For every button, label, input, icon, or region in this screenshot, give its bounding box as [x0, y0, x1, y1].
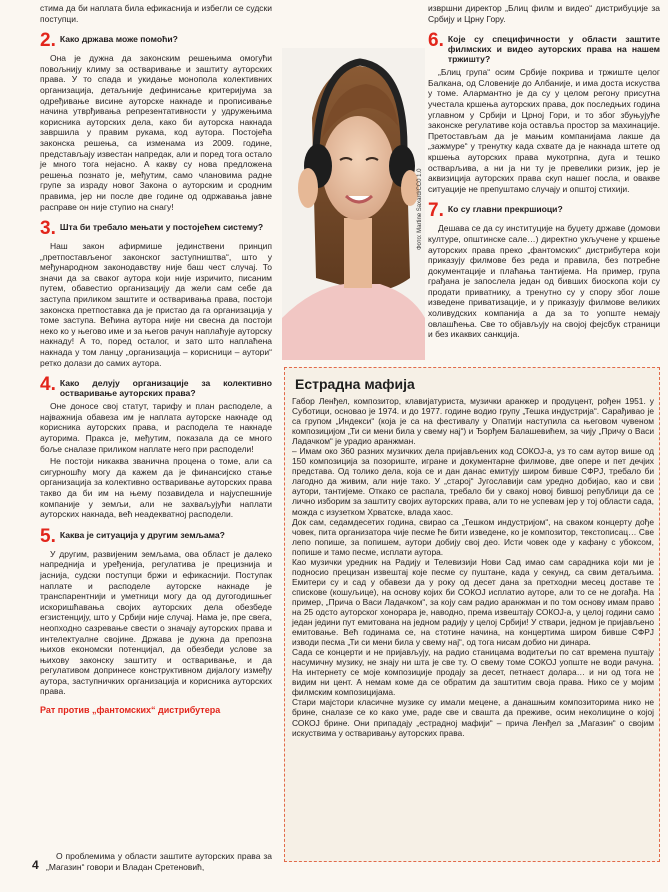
- box-paragraph: Габор Ленђел, композитор, клавијатуриста, музички аранжер и продуцент, рођен 1951. у Суботици, основао је 1974. и до 1977. године водио групу „Тешка индустрија“. Сарађивао је са групом „Индекси“ (која је са на фестивалу у Опатији наступила са његовом чувеном композицијом „Ти си мени била у свему нај“) и Ђорђем Балашевићем, за чију „Причу о Васи Ладачком“ је урадио аранжман.: [292, 396, 654, 447]
- question-6: [428, 32, 660, 64]
- right-intro: извршни директор „Блиц филм и видео“ дистрибуције за Србију и Црну Гору.: [428, 3, 660, 24]
- question-title: Каква је ситуација у другим земљама?: [59, 529, 225, 540]
- question-5: [40, 525, 272, 547]
- question-title: Шта би требало мењати у постојећем систему?: [59, 222, 264, 233]
- woman-headphones-photo: [282, 48, 425, 360]
- box-paragraph: Стари мајстори класичне музике су имали меценe, а данашњим композиторима нико не брине, сналазе се ко како уме, раде све и свашта да преживе, осим неколицине о којој СОКОЈ брине. Они припадају „естрадној мафији“ – прича Ленђел за „Магазин“ о својим искуствима у остваривању ауторских права.: [292, 697, 654, 738]
- answer-5: У другим, развијеним земљама, ова област је далеко напреднија и уређенија, регулатива је прецизнија и јаснија, судски поступци бржи и ефикаснији. Поступак наплате и расподеле ауторске накнаде је транспарентнији и уметници могу да од дугогодишњег искоришћавања својих ауторских дела обезбеде егзистенцију, што у Србији није случај. Нама је, пре свега, неопходно сазревање свести о значају ауторских права и интелектуалне својине. Држава је дужна да препозна њихов економски потенцијал, да обезбеди услове за њихову законску заштиту и остваривање, и да регулативом допринесе конструктивном дијалогу између аутора, заступничких организација и корисника ауторских права.: [40, 548, 272, 697]
- question-number: 6.: [428, 30, 444, 52]
- answer-7: Дешава се да су институције на буџету државе (домови културе, општинске сале…) директно укључене у кршење ауторских права преко „фантомских“ дистрибутера који приказују филмове без реда и правила, без потребне документације и плаћања тантијема. На пример, група грађана је запослела један од бивших биоскопа који су продати приватнику, а тренутно су у спору због лоше изведене приватизације, и у приказују филмове великих холивудских компанија а да за то уопште немају овлашћења. Све то објављују на својој фејсбук страници и без икаквих санкција.: [428, 223, 660, 340]
- question-7: [428, 202, 660, 220]
- left-intro: стима да би наплата била ефикаснија и избегли се судски поступци.: [40, 3, 272, 24]
- question-number: 5.: [40, 525, 56, 547]
- question-3: [40, 220, 272, 238]
- answer-4-p2: Не постоји никаква званична процена о томе, али са сигурношћу могу да кажем да је финансијско стање организација за колективно остваривање ауторских права такво да би им на њему позавидела и најуспешније компаније у земљи, али не захваљујући наплати ауторских накнада, већ неадекватној расподели.: [40, 456, 272, 520]
- question-title: Ко су главни прекршиоци?: [447, 204, 563, 215]
- photo-illustration: [282, 48, 425, 360]
- question-title: Како делују организације за колективно остваривање ауторских права?: [59, 378, 272, 399]
- right-column: [428, 3, 660, 342]
- box-title: Естрадна мафија: [295, 376, 415, 392]
- left-footer-text: О проблемима у области заштите ауторских права за „Магазин“ говори и Владан Сретеновић,: [46, 851, 272, 872]
- answer-3: Наш закон афирмише јединствени принцип „претпостављеног законског заступништва“, што у међународном законодавству није баш чест случај. То значи да за сваког аутора који није изричито, писаним путем, обавестио организацију да жели сам себе да заступа приликом заштите и остваривања права, постоји законска претпоставка да је пристао да га организација у томе заступа. Већина аутора није ни свесна да постоји неко ко у његово име и за његов рачун наплаћује ауторску накнаду! А то, поред осталог, и зато што наплаћена накнада у том ланцу „организација – корисници – аутори“ ретко долази до самих аутора.: [40, 241, 272, 368]
- page-number: 4: [32, 858, 39, 872]
- question-title: Које су специфичности у области заштите филмских и видео ауторских права на нашем тржишту?: [447, 34, 660, 65]
- answer-6: „Блиц група“ осим Србије покрива и тржиште целог Балкана, од Словеније до Албаније, и има доста искуства у томе. Алармантно је да су у целом регону присутна учестала кршења ауторских права, док последњих година углавном у Србији и Црној Гори, и то због збуњујуће законске регулативе која оставља простор за махинације. Претостављам да је мањим компанијама лакше да „зажмуре“ у тренутку када схвате да је накнада штете од кршења ауторских права мукотрпна, дуга и тешко остварљива, а ни ја ни ту је превелики ризик, јер је аквизиција ауторских права скуп нашег посла, и овакве ситуације не препуштамо случају и општој стихији.: [428, 67, 660, 194]
- box-paragraph: Док сам, седамдесетих година, свирао са „Тешком индустријом“, на сваком концерту дође човек, пита организатора чије песме ће бити изведене, ко је композитор, текстописац… Све лепо попише, за попишем, аутори добију свој део. Исти човек оде у кафану с убоксом, попише и тамо песме, исплати аутора.: [292, 516, 654, 557]
- box-paragraph: – Имам око 360 разних музичких дела пријављених код СОКОЈ-а, уз то сам аутор више од 150 композиција за позориште, игране и документарне филмове, две опере и пет дечјих представа. Од толико дела, која се и дан данас емитују широм бивше СФРЈ, требало би лагодно да живим, али није тако. У „старој“ Југославији сам уредно добијао, као и сви аутори, тантијеме. Откако се распала, требало би у свакој новој бившој републици да се лично изборим за заштиту својих ауторских права, али то не успевам јер у тој области сада, можда с изузетком Хрватске, влада хаос.: [292, 446, 654, 517]
- question-2: [40, 32, 272, 50]
- question-number: 2.: [40, 30, 56, 52]
- box-paragraph: Као музички уредник на Радију и Телевизији Нови Сад имао сам сарадника који ми је подносио прецизан извештај које песме су пуштане, када у секунд, са свим детаљима. Емитери су и сад у обавези да у року од десет дана за претходни месец доставе те спискове (кошуљице), на основу којих би СОКОЈ исплатио ауторе, али то се не догађа. На пример, „Прича о Васи Ладачком“, за коју сам радио аранжман и по том основу имам право на 25 одсто ауторског хонорара је, наводно, према извештају СОКОЈ-а, у целој години само један једини пут емитована на једном радију у целој Србији! У ствари, једном је пријављено емитовање. Већ годинама се, на стотине начина, на концертима широм бивше СФРЈ изводи песма „Ти си мени била у свему нај“, од тога нисам добио ни динара.: [292, 556, 654, 648]
- answer-4-p1: Оне доносе свој статут, тарифу и план расподеле, а најважнија обавеза им је наплата ауторске накнаде од корисника ауторских права, и расподела те накнаде ауторима. Пракса је, међутим, показала да се много боље сналазе приликом наплате него при расподели!: [40, 401, 272, 454]
- answer-2: Она је дужна да законским решењима омогући повољнију климу за остваривање и заштиту ауторских права. У то спада и укидање монопола колективних организација, детаљније дефинисање критеријума за одређивање висине ауторске накнаде и прописивање начина утврђивања репрезентативности у удружењима корисника ауторских дела, како би ауторска накнада завршила у правим рукама, код аутора. Постојећа законска решења, са изменама из 2009. године, представљају известан напредак, али и поред тога остало је много тога нејасно. А какву су нова предложена решења познато је, међутим, само члановима радне групе за израду новог Закона о ауторским и сродним правима, јер ни после две године од одржавања јавне расправе он није ступио на снагу!: [40, 53, 272, 212]
- sidebar-box: [284, 367, 660, 862]
- question-number: 4.: [40, 374, 56, 396]
- question-number: 3.: [40, 218, 56, 240]
- box-body: [292, 396, 654, 738]
- question-title: Како држава може помоћи?: [59, 34, 178, 45]
- question-4: [40, 376, 272, 398]
- section-subhead: Рат против „фантомских“ дистрибутера: [40, 705, 221, 716]
- left-column: [40, 3, 272, 720]
- photo-credit: Фото: Martine Saxard/CC0 1.0: [417, 168, 423, 250]
- question-number: 7.: [428, 200, 444, 222]
- box-paragraph: Сада се концерти и не пријављују, на радио станицама водитељи по сат времена пуштају насумичну музику, не знају ни шта је све ту. О свему томе СОКОЈ уопште не води рачуна. На интернету се моје композиције продају за десет, петнаест долара… и ни од тога не видим ни цент. А немам коме да се обратим да заштитим своја права. Нико се у мојим филмским композицијама.: [292, 647, 654, 698]
